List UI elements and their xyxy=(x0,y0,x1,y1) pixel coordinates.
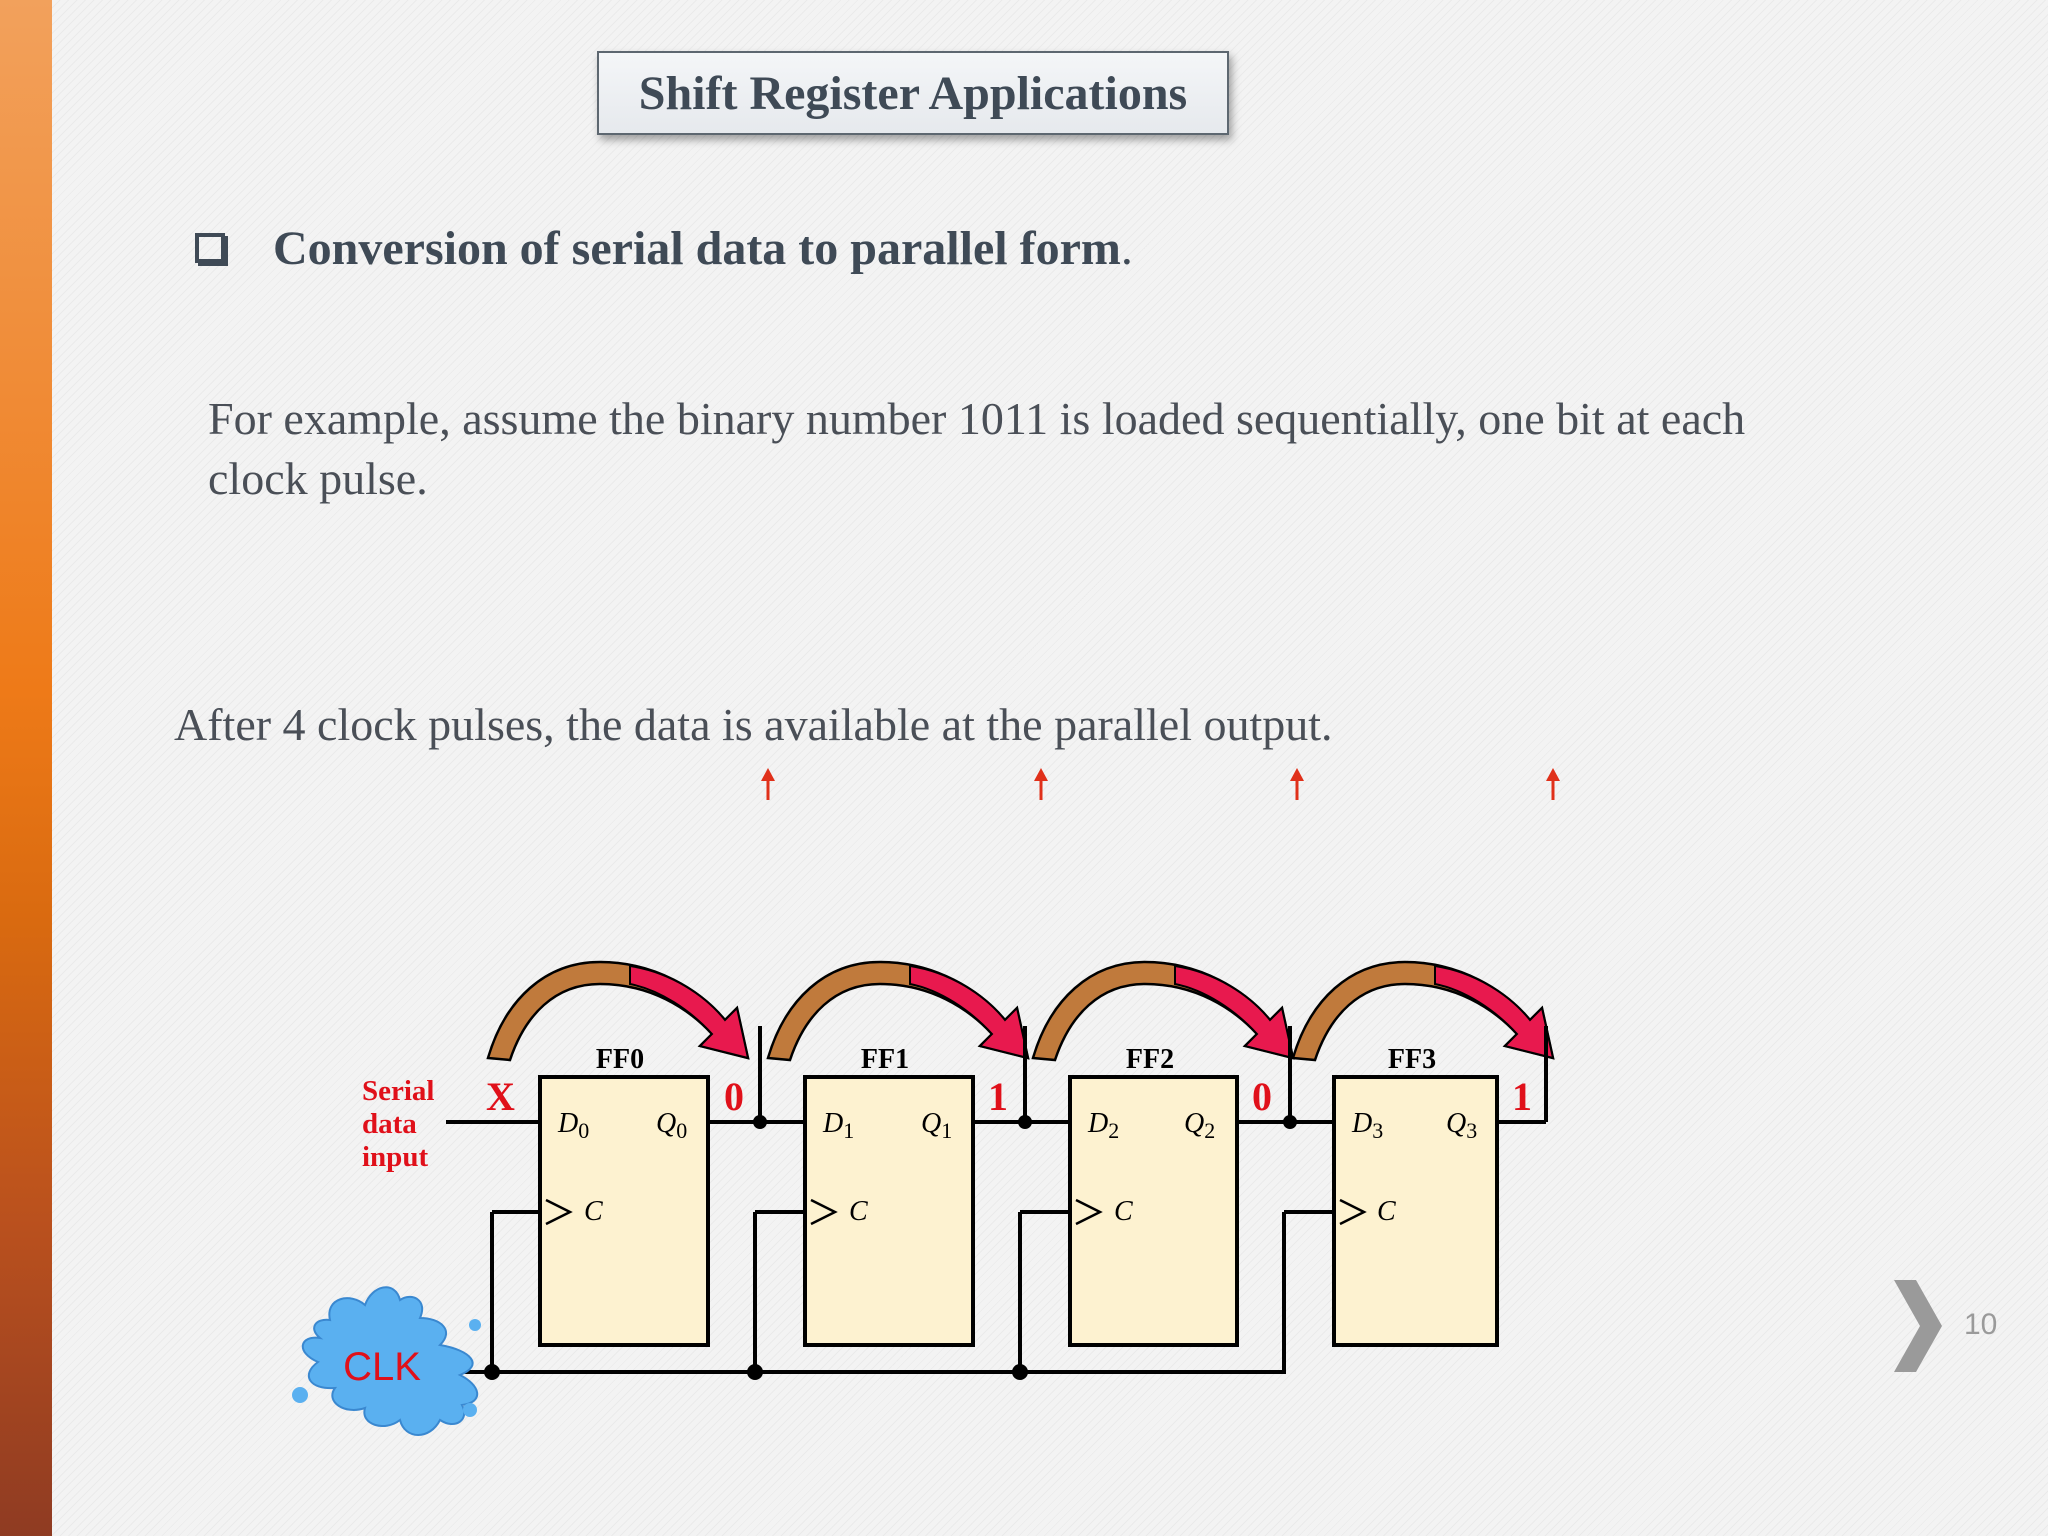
flipflop-ff3 xyxy=(1334,1044,1497,1345)
ff0-c-label: C xyxy=(584,1196,603,1227)
clk-splash-icon xyxy=(292,1287,481,1435)
ff3-d-sub: 3 xyxy=(1372,1118,1384,1143)
serial-label-line1: Serial xyxy=(362,1075,435,1107)
flipflop-ff1 xyxy=(805,1044,973,1345)
q0-bit: 0 xyxy=(724,1074,744,1119)
up-arrow-icon xyxy=(761,768,775,800)
ff1-d-label: D xyxy=(823,1108,844,1139)
ff2-q-label: Q xyxy=(1184,1108,1205,1139)
result-paragraph: After 4 clock pulses, the data is available at the parallel output. xyxy=(174,699,1333,750)
clk-label: CLK xyxy=(343,1345,421,1389)
ff0-d-label: D xyxy=(558,1108,579,1139)
bullet-text: Conversion of serial data to parallel form xyxy=(273,221,1121,275)
q1-bit: 1 xyxy=(988,1074,1008,1119)
serial-label-line3: input xyxy=(362,1141,429,1173)
ff3-q-sub: 3 xyxy=(1466,1118,1478,1143)
ff2-d-label: D xyxy=(1088,1108,1109,1139)
up-arrow-icon xyxy=(1290,768,1304,800)
ff3-q-label: Q xyxy=(1446,1108,1467,1139)
next-slide-chevron-icon[interactable] xyxy=(1886,1276,1946,1376)
ff2-d-sub: 2 xyxy=(1108,1118,1120,1143)
ff0-d-sub: 0 xyxy=(578,1118,590,1143)
slide-number: 10 xyxy=(1964,1308,1998,1341)
example-paragraph: For example, assume the binary number 1011 is loaded sequentially, one bit at each clock pulse. xyxy=(208,393,1746,504)
ff0-q-sub: 0 xyxy=(676,1118,688,1143)
up-arrow-icon xyxy=(1034,768,1048,800)
q2-bit: 0 xyxy=(1252,1074,1272,1119)
ff1-q-sub: 1 xyxy=(941,1118,953,1143)
ff0-name: FF0 xyxy=(595,1044,645,1075)
ff1-q-label: Q xyxy=(921,1108,942,1139)
ff2-name: FF2 xyxy=(1125,1044,1175,1075)
ff2-q-sub: 2 xyxy=(1204,1118,1216,1143)
ff1-d-sub: 1 xyxy=(843,1118,855,1143)
ff3-d-label: D xyxy=(1352,1108,1373,1139)
parallel-output-arrows xyxy=(761,768,1560,800)
serial-label-line2: data xyxy=(362,1108,417,1140)
up-arrow-icon xyxy=(1546,768,1560,800)
q3-bit: 1 xyxy=(1512,1074,1532,1119)
bullet-suffix: . xyxy=(1120,221,1133,275)
serial-input-label xyxy=(362,1075,435,1173)
ff3-c-label: C xyxy=(1377,1196,1396,1227)
slide-title-text: Shift Register Applications xyxy=(638,66,1188,120)
input-bit: X xyxy=(486,1074,515,1119)
ff2-c-label: C xyxy=(1114,1196,1133,1227)
ff3-name: FF3 xyxy=(1387,1044,1437,1075)
ff0-q-label: Q xyxy=(656,1108,677,1139)
flipflop-ff0 xyxy=(540,1044,708,1345)
ff1-c-label: C xyxy=(849,1196,868,1227)
ff1-name: FF1 xyxy=(860,1044,910,1075)
flipflop-ff2 xyxy=(1070,1044,1237,1345)
